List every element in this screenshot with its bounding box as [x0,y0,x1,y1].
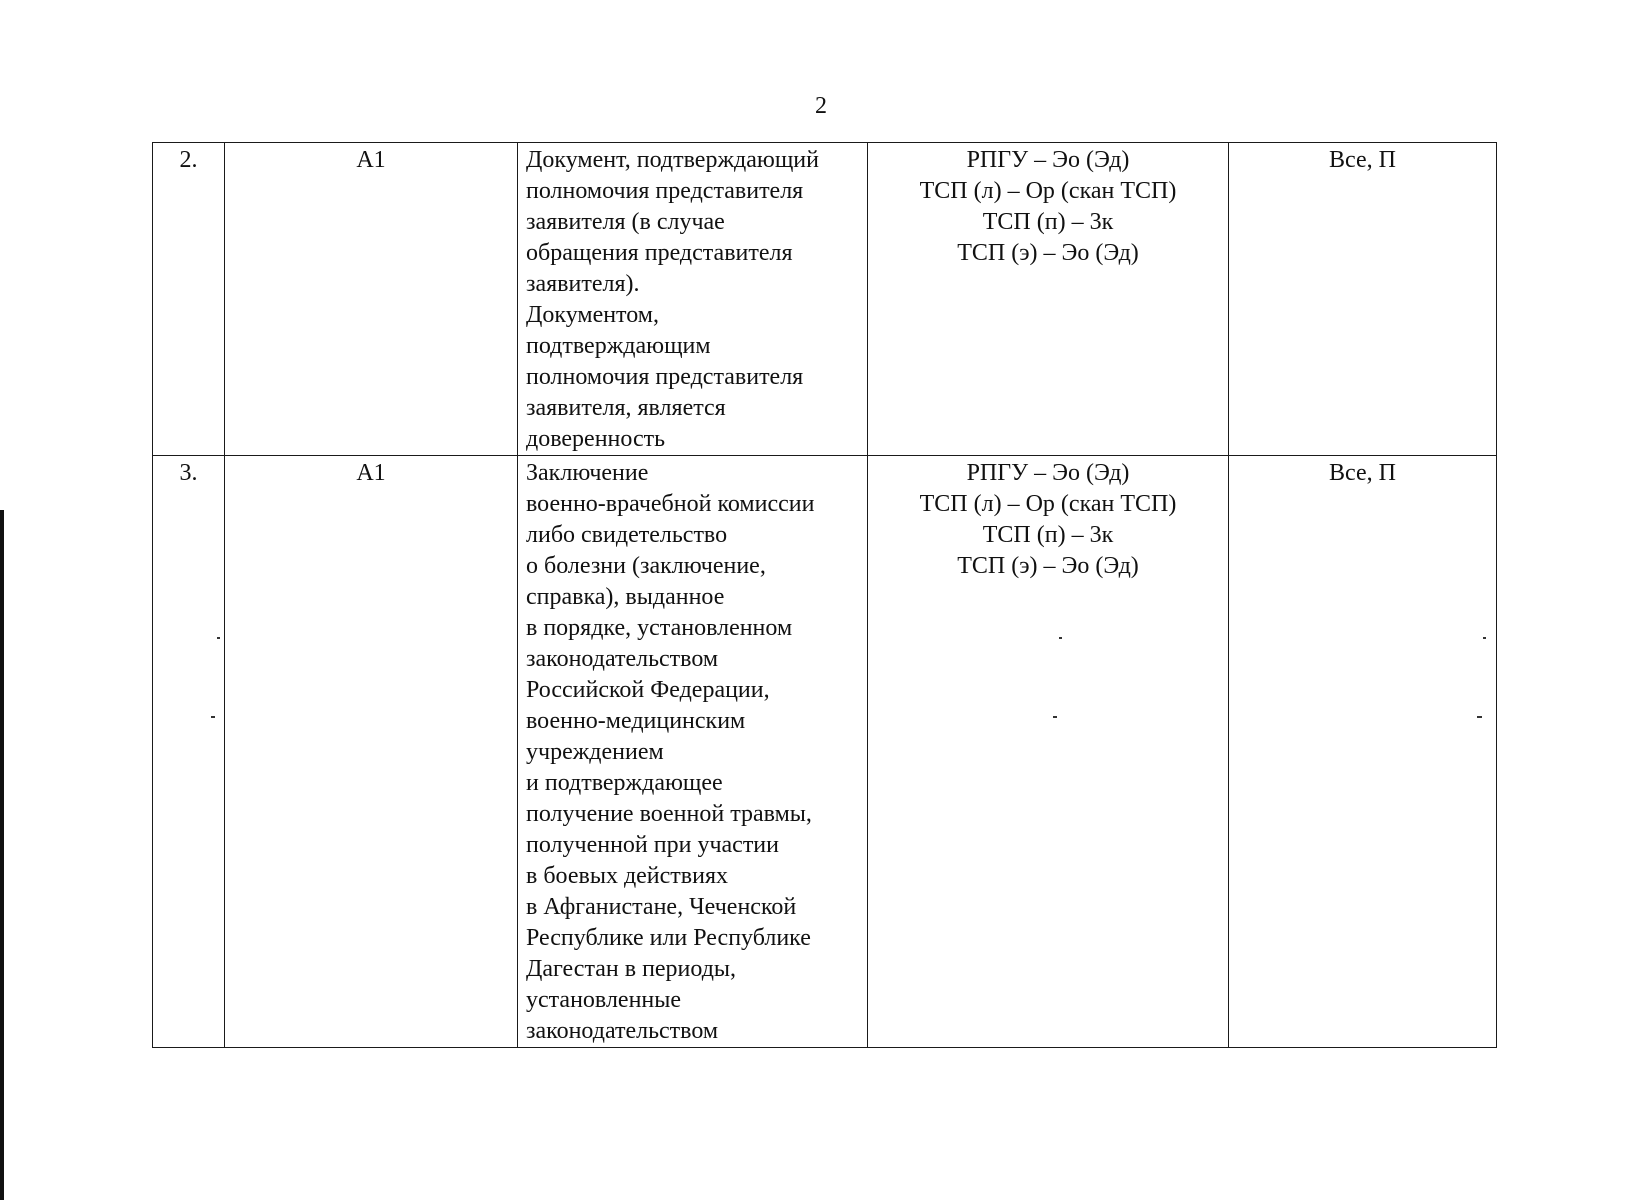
text-line: установленные [526,987,682,1013]
method-line: ТСП (л) – Ор (скан ТСП) [919,178,1177,204]
text-line: Документом, [526,302,659,328]
scan-speck [1477,716,1482,718]
text-line: в порядке, установленном [526,615,793,641]
scan-speck [1059,637,1062,639]
text-line: заявителя). [526,271,640,297]
text-line: Заключение [526,460,649,486]
method-line: ТСП (э) – Эо (Эд) [957,240,1139,266]
text-line: Республике или Республике [526,925,811,951]
text-line: Дагестан в периоды, [526,956,737,982]
submission-methods [868,143,1229,456]
document-code: А1 [225,143,518,456]
text-line: справка), выданное [526,584,725,610]
applies-to: Все, П [1229,456,1497,1048]
text-line: либо свидетельство [526,522,728,548]
method-line: ТСП (п) – 3к [982,209,1114,235]
method-line: ТСП (л) – Ор (скан ТСП) [919,491,1177,517]
text-line: военно-врачебной комиссии [526,491,815,517]
method-line: РПГУ – Эо (Эд) [966,460,1130,486]
row-number: 2. [153,143,225,456]
applies-to: Все, П [1229,143,1497,456]
text-line: получение военной травмы, [526,801,812,827]
scan-edge [0,510,4,1200]
scan-speck [211,716,215,718]
document-code: А1 [225,456,518,1048]
text-line: подтверждающим [526,333,711,359]
method-line: ТСП (п) – 3к [982,522,1114,548]
text-line: и подтверждающее [526,770,723,796]
text-line: полномочия представителя [526,178,804,204]
text-line: заявителя, является [526,395,726,421]
method-line: РПГУ – Эо (Эд) [966,147,1130,173]
scan-speck [217,637,220,639]
text-line: законодательством [526,646,719,672]
submission-methods [868,456,1229,1048]
text-line: заявителя (в случае [526,209,725,235]
scan-speck [1483,637,1486,639]
table-row [153,456,1497,1048]
method-line: ТСП (э) – Эо (Эд) [957,553,1139,579]
text-line: учреждением [526,739,664,765]
text-line: полученной при участии [526,832,779,858]
text-line: Российской Федерации, [526,677,770,703]
document-description [518,456,868,1048]
documents-table [152,142,1497,1048]
text-line: полномочия представителя [526,364,804,390]
text-line: о болезни (заключение, [526,553,766,579]
text-line: военно-медицинским [526,708,746,734]
text-line: в Афганистане, Чеченской [526,894,797,920]
scan-speck [1053,716,1057,718]
text-line: в боевых действиях [526,863,729,889]
row-number: 3. [153,456,225,1048]
table-row [153,143,1497,456]
page-number: 2 [815,93,827,119]
text-line: обращения представителя [526,240,793,266]
document-description [518,143,868,456]
text-line: законодательством [526,1018,719,1044]
text-line: Документ, подтверждающий [526,147,819,173]
text-line: доверенность [526,426,666,452]
